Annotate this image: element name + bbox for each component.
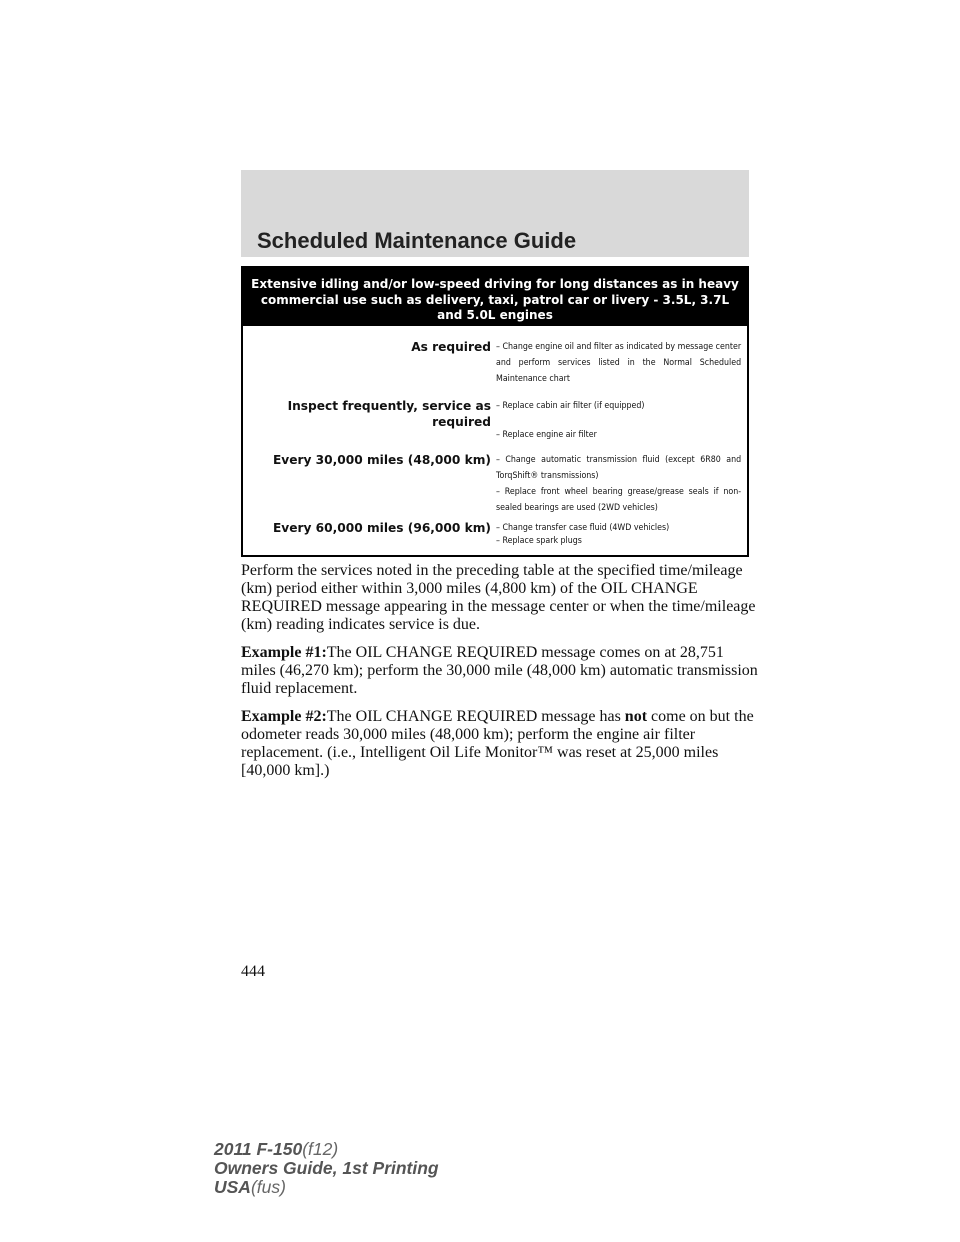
example-1-text: The OIL CHANGE REQUIRED message comes on at 28,751 miles (46,270 km); perform the 30,000 mile (48,000 km) automatic transmission fluid replacement. (241, 644, 758, 697)
example-2-not: not (624, 708, 648, 725)
example-1-paragraph (241, 644, 761, 698)
row-tasks (496, 339, 742, 387)
footer-line-model (214, 1140, 439, 1159)
example-2-paragraph (241, 708, 761, 780)
footer-market-code: (fus) (250, 1177, 286, 1197)
task-item: – Change engine oil and filter as indicated by message center and perform services listed in the Normal Scheduled Maintenance chart (496, 341, 742, 384)
print-footer (214, 1140, 439, 1197)
task-item: – Replace engine air filter (496, 429, 597, 440)
body-text (241, 562, 761, 790)
page-number: 444 (241, 963, 265, 980)
task-item: – Replace front wheel bearing grease/grease seals if non-sealed bearings are used (2WD vehicles) (496, 486, 742, 513)
section-header (241, 170, 749, 257)
footer-market: USA (214, 1177, 251, 1197)
footer-guide: Owners Guide, 1st Printing (214, 1158, 439, 1178)
example-2-text-a: The OIL CHANGE REQUIRED message has (326, 708, 625, 725)
row-tasks (496, 520, 742, 549)
footer-model: 2011 F-150 (214, 1139, 303, 1159)
row-interval: Every 60,000 miles (96,000 km) (272, 521, 491, 535)
maintenance-table (241, 266, 749, 557)
section-title: Scheduled Maintenance Guide (257, 228, 577, 253)
row-interval: As required (411, 340, 491, 354)
row-interval: Every 30,000 miles (48,000 km) (272, 453, 491, 467)
task-item: – Replace cabin air filter (if equipped) (496, 400, 645, 411)
table-heading: Extensive idling and/or low-speed driving for long distances as in heavy commercial use such as delivery, taxi, patrol car or livery - 3.5L, 3.7L and 5.0L engines (243, 268, 747, 326)
task-item: – Replace spark plugs (496, 535, 582, 546)
footer-line-market (214, 1178, 439, 1197)
row-tasks (496, 398, 742, 443)
footer-line-guide (214, 1159, 439, 1178)
footer-model-code: (f12) (302, 1139, 339, 1159)
intro-paragraph: Perform the services noted in the preceding table at the specified time/mileage (km) period either within 3,000 miles (4,800 km) of the OIL CHANGE REQUIRED message appearing in the message center or when the time/mileage (km) reading indicates service is due. (241, 562, 756, 633)
row-tasks (496, 452, 742, 516)
task-item: – Change transfer case fluid (4WD vehicles) (496, 522, 670, 533)
example-2-label: Example #2: (241, 708, 327, 725)
example-1-label: Example #1: (241, 644, 327, 661)
example-2-text-b: come on but the odometer reads 30,000 miles (48,000 km); perform the engine air filter replacement. (i.e., Intelligent Oil Life Monitor™ was reset at 25,000 miles [40,000 km].) (241, 708, 754, 779)
task-item: – Change automatic transmission fluid (except 6R80 and TorqShift® transmissions) (496, 454, 742, 481)
row-interval: Inspect frequently, service as required (287, 399, 491, 429)
